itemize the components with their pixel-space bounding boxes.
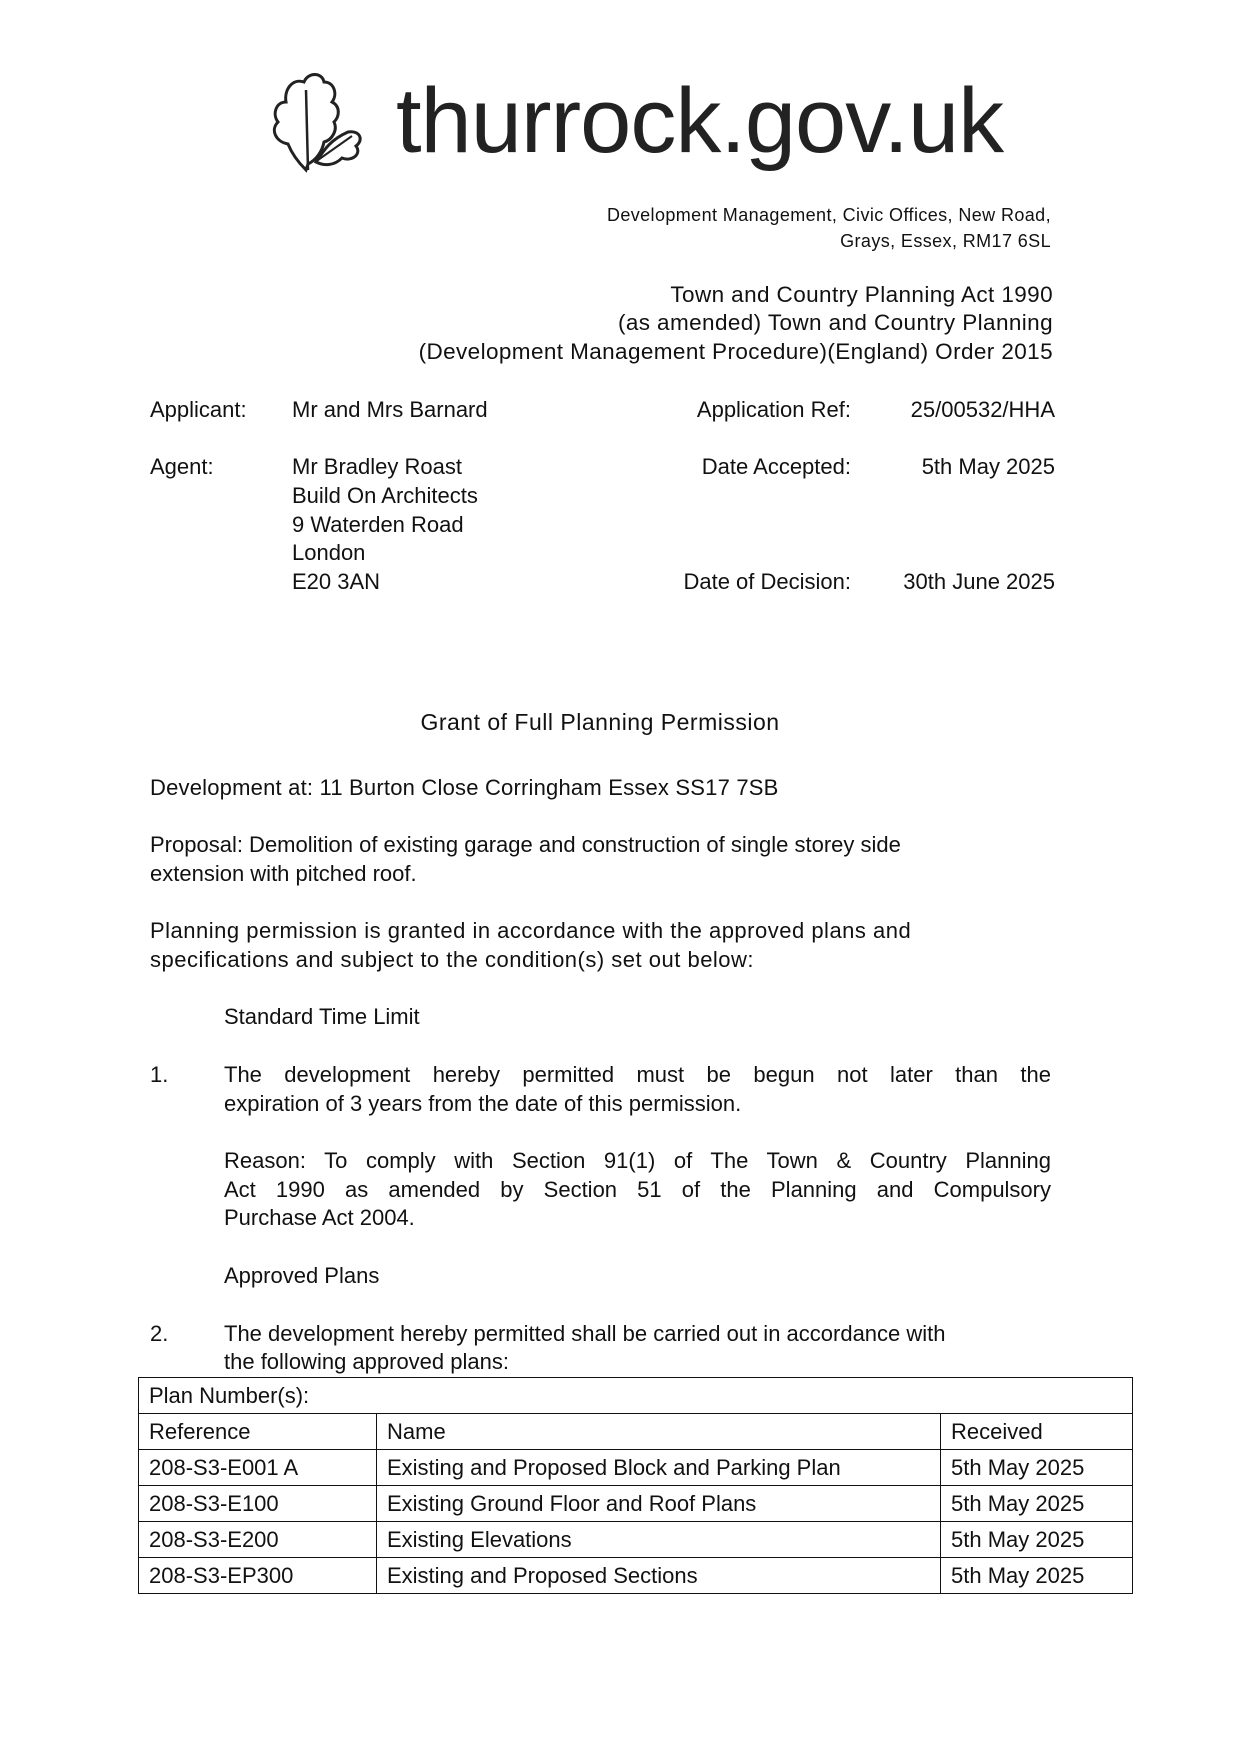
applicant-label: Applicant: [150, 397, 247, 422]
proposal-line-1: Proposal: Demolition of existing garage and construction of single storey side [150, 832, 901, 857]
table-caption: Plan Number(s): [139, 1378, 1133, 1414]
agent-line: Build On Architects [292, 483, 478, 508]
table-caption-row [139, 1378, 1133, 1414]
cell-received: 5th May 2025 [941, 1486, 1133, 1522]
agent-line: Mr Bradley Roast [292, 454, 462, 479]
thurrock-logo [268, 70, 1068, 180]
grant-statement-line-2: specifications and subject to the condition(s) set out below: [150, 947, 755, 972]
reason-1-line-2: Act 1990 as amended by Section 51 of the Planning and Compulsory [224, 1177, 1051, 1202]
act-line-3: (Development Management Procedure)(England) Order 2015 [418, 339, 1053, 364]
cell-reference: 208-S3-EP300 [139, 1558, 377, 1594]
application-ref-value: 25/00532/HHA [910, 397, 1055, 422]
heading-standard-time-limit: Standard Time Limit [224, 1004, 420, 1029]
table-row [139, 1450, 1133, 1486]
address-line-1: Development Management, Civic Offices, New Road, [606, 205, 1051, 225]
agent-label: Agent: [150, 454, 214, 479]
act-line-2: (as amended) Town and Country Planning [617, 310, 1053, 335]
cell-received: 5th May 2025 [941, 1450, 1133, 1486]
logo-text: thurrock.gov.uk [396, 70, 1004, 172]
application-ref-label: Application Ref: [696, 397, 851, 422]
condition-1-number: 1. [150, 1062, 169, 1087]
date-accepted-label: Date Accepted: [701, 454, 851, 479]
act-line-1: Town and Country Planning Act 1990 [670, 282, 1053, 307]
approved-plans-table [138, 1377, 1133, 1594]
table-header-row [139, 1414, 1133, 1450]
oak-leaf-icon [268, 70, 368, 180]
table-row [139, 1486, 1133, 1522]
proposal-line-2: extension with pitched roof. [150, 861, 417, 886]
table-row [139, 1522, 1133, 1558]
condition-2-line-2: the following approved plans: [224, 1349, 509, 1374]
agent-line: 9 Waterden Road [292, 512, 464, 537]
cell-name: Existing Elevations [377, 1522, 941, 1558]
cell-name: Existing and Proposed Block and Parking Plan [377, 1450, 941, 1486]
condition-2-line-1: The development hereby permitted shall be carried out in accordance with [224, 1321, 946, 1346]
header-received: Received [941, 1414, 1133, 1450]
agent-line: E20 3AN [292, 569, 381, 594]
development-address: Development at: 11 Burton Close Corringham Essex SS17 7SB [150, 775, 779, 800]
agent-line: London [292, 540, 366, 565]
cell-reference: 208-S3-E001 A [139, 1450, 377, 1486]
condition-1-line-2: expiration of 3 years from the date of this permission. [224, 1091, 742, 1116]
reason-1-line-3: Purchase Act 2004. [224, 1205, 415, 1230]
condition-2-number: 2. [150, 1321, 169, 1346]
cell-received: 5th May 2025 [941, 1558, 1133, 1594]
condition-1-line-1: The development hereby permitted must be begun not later than the [224, 1062, 1051, 1087]
grant-statement-line-1: Planning permission is granted in accordance with the approved plans and [150, 918, 912, 943]
date-decision-value: 30th June 2025 [903, 569, 1055, 594]
address-line-2: Grays, Essex, RM17 6SL [840, 231, 1051, 251]
header-name: Name [377, 1414, 941, 1450]
cell-name: Existing and Proposed Sections [377, 1558, 941, 1594]
cell-name: Existing Ground Floor and Roof Plans [377, 1486, 941, 1522]
decision-title: Grant of Full Planning Permission [420, 709, 780, 735]
cell-reference: 208-S3-E200 [139, 1522, 377, 1558]
header-reference: Reference [139, 1414, 377, 1450]
cell-received: 5th May 2025 [941, 1522, 1133, 1558]
reason-1-line-1: Reason: To comply with Section 91(1) of The Town & Country Planning [224, 1148, 1051, 1173]
date-decision-label: Date of Decision: [683, 569, 851, 594]
applicant-value: Mr and Mrs Barnard [292, 397, 488, 422]
date-accepted-value: 5th May 2025 [921, 454, 1055, 479]
table-row [139, 1558, 1133, 1594]
cell-reference: 208-S3-E100 [139, 1486, 377, 1522]
heading-approved-plans: Approved Plans [224, 1263, 380, 1288]
